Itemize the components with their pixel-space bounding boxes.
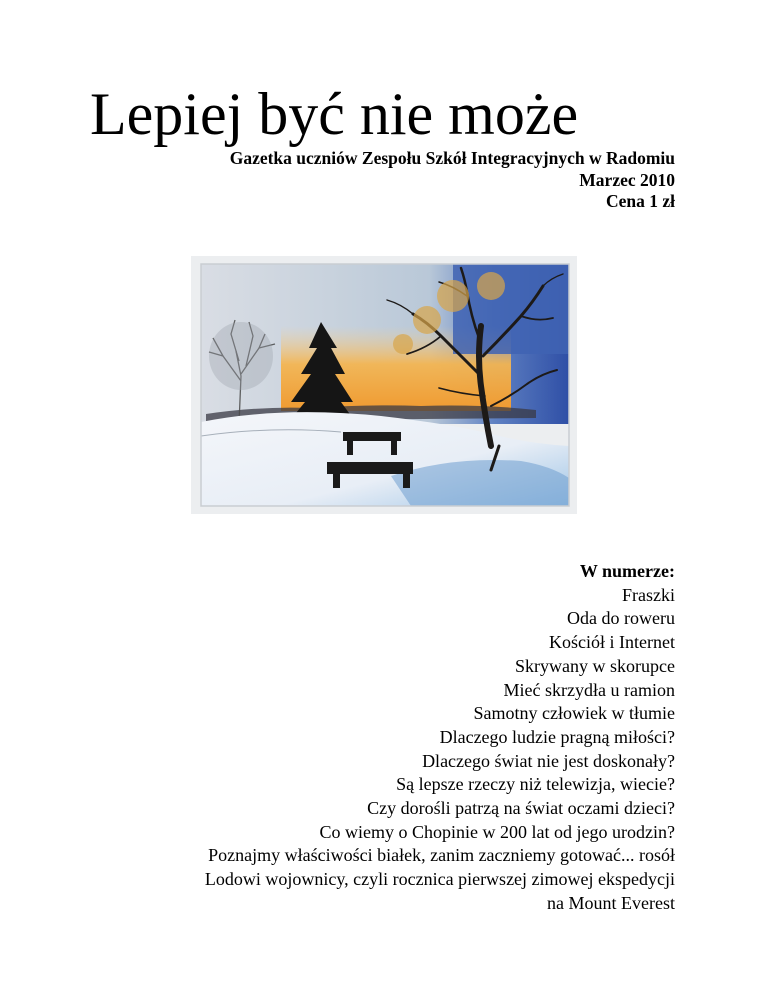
front-bench-leg-right bbox=[403, 474, 410, 488]
front-bench-seat bbox=[327, 462, 413, 474]
toc-item: Dlaczego świat nie jest doskonały? bbox=[422, 750, 675, 771]
toc-item: Fraszki bbox=[622, 584, 675, 605]
price-label: Cena 1 zł bbox=[605, 191, 675, 211]
back-bench-leg-right bbox=[391, 441, 397, 455]
back-bench-seat bbox=[343, 432, 401, 441]
toc-item: Skrywany w skorupce bbox=[515, 655, 675, 676]
toc-item: Kościół i Internet bbox=[549, 632, 675, 653]
toc-item: Oda do roweru bbox=[567, 608, 675, 629]
front-bench-leg-left bbox=[333, 474, 340, 488]
toc-item: Czy dorośli patrzą na świat oczami dzieci? bbox=[367, 798, 675, 819]
back-bench-leg-left bbox=[347, 441, 353, 455]
left-tree-crown bbox=[209, 322, 273, 390]
issue-date: Marzec 2010 bbox=[579, 169, 675, 190]
toc-item: na Mount Everest bbox=[547, 892, 675, 913]
table-of-contents bbox=[205, 560, 675, 916]
toc-item: Samotny człowiek w tłumie bbox=[473, 703, 675, 724]
newsletter-subtitle: Gazetka uczniów Zespołu Szkół Integracyjnych w Radomiu bbox=[229, 148, 675, 168]
toc-list bbox=[205, 584, 675, 916]
toc-item: Poznajmy właściwości białek, zanim zaczniemy gotować... rosół bbox=[208, 845, 675, 866]
cover-illustration bbox=[191, 256, 577, 514]
toc-item: Dlaczego ludzie pragną miłości? bbox=[439, 726, 675, 747]
toc-item: Lodowi wojownicy, czyli rocznica pierwszej zimowej ekspedycji bbox=[204, 869, 675, 890]
toc-item: Są lepsze rzeczy niż telewizja, wiecie? bbox=[396, 774, 675, 795]
newsletter-title: Lepiej być nie może bbox=[90, 81, 579, 147]
toc-item: Co wiemy o Chopinie w 200 lat od jego urodzin? bbox=[319, 821, 675, 842]
toc-heading: W numerze: bbox=[579, 561, 675, 581]
toc-item: Mieć skrzydła u ramion bbox=[503, 679, 675, 700]
masthead-info bbox=[230, 148, 675, 213]
